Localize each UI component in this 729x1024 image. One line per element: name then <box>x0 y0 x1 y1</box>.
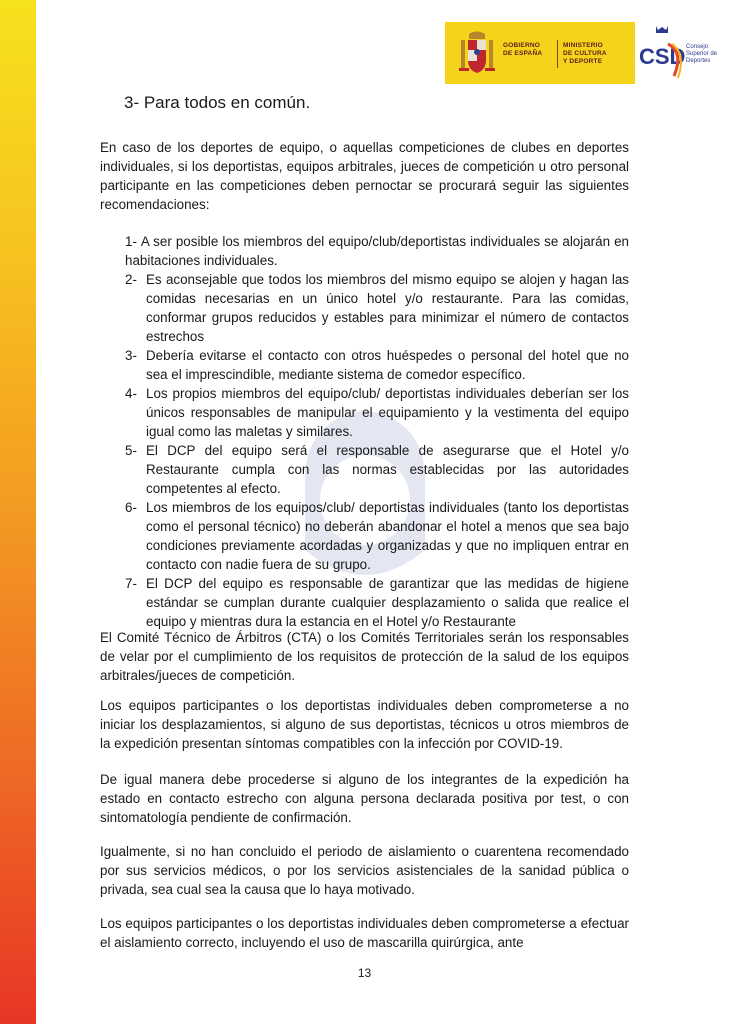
paragraph-contact: De igual manera debe procederse si alguno de los integrantes de la expedición ha estado en contacto estrecho con alguna persona declarada positiva por test, o con sintomatología pendiente de confirmación. <box>100 772 629 825</box>
coat-of-arms-icon <box>459 30 495 76</box>
csd-label: Consejo Superior de Deportes <box>686 44 718 64</box>
list-item: 3- Debería evitarse el contacto con otros huéspedes o personal del hotel que no sea el imprescindible, mediante sistema de comedor específico. <box>125 348 629 382</box>
paragraph-cta: El Comité Técnico de Árbitros (CTA) o los Comités Territoriales serán los responsables de velar por el cumplimiento de los requisitos de protección de la salud de los equipos arbitrales/jueces de competición. <box>100 630 629 683</box>
paragraph-isolation: Igualmente, si no han concluido el periodo de aislamiento o cuarentena recomendado por sus servicios médicos, o por los servicios asistenciales de la sanidad pública o privada, sea cual sea la causa que lo haya motivado. <box>100 844 629 897</box>
paragraph-travel: Los equipos participantes o los deportistas individuales deben comprometerse a no iniciar los desplazamientos, si alguno de sus deportistas, técnicos u otros miembros de la expedición presentan síntomas compatibles con la infección por COVID-19. <box>100 698 629 751</box>
list-item: 6- Los miembros de los equipos/club/ deportistas individuales (tanto los deportistas como el personal técnico) no deberán abandonar el hotel a menos que sea bajo condiciones previamente acordadas y organizadas y que no impliquen entrar en contacto con nadie fuera de su grupo. <box>125 500 629 572</box>
logo-divider <box>557 40 558 68</box>
list-item: 7- El DCP del equipo es responsable de garantizar que las medidas de higiene estándar se cumplan durante cualquier desplazamiento o salida que realice el equipo y mientras dura la estancia en el Hotel y/o Restaurante <box>125 576 629 629</box>
intro-paragraph: En caso de los deportes de equipo, o aquellas competiciones de clubes en deportes individuales, si los deportistas, equipos arbitrales, jueces de competición u otro personal participante en las competiciones deben pernoctar se procurará seguir las siguientes recomendaciones: <box>100 140 629 212</box>
list-item: 2- Es aconsejable que todos los miembros del mismo equipo se alojen y hagan las comidas necesarias en un único hotel y/o restaurante. Para las comidas, conformar grupos reducidos y estables para minimizar el número de contactos estrechos <box>125 272 629 344</box>
section-title: 3- Para todos en común. <box>124 93 311 112</box>
page-number: 13 <box>357 966 372 980</box>
svg-text:CSD: CSD <box>639 44 686 69</box>
government-label: GOBIERNO DE ESPAÑA <box>503 42 543 57</box>
list-item: 1- A ser posible los miembros del equipo/club/deportistas individuales se alojarán en habitaciones individuales. <box>125 234 629 268</box>
paragraph-commitment: Los equipos participantes o los deportistas individuales deben comprometerse a efectuar el aislamiento correcto, incluyendo el uso de mascarilla quirúrgica, ante <box>100 916 629 950</box>
ministry-label: MINISTERIO DE CULTURA Y DEPORTE <box>563 42 607 65</box>
list-item: 5- El DCP del equipo será el responsable de asegurarse que el Hotel y/o Restaurante cumpla con las normas establecidas por las autoridades competentes al efecto. <box>125 443 629 496</box>
recommendations-list <box>100 232 629 631</box>
side-color-bar <box>0 0 36 1024</box>
csd-logo-icon <box>638 24 686 82</box>
government-logo-block <box>445 22 635 84</box>
list-item: 4- Los propios miembros del equipo/club/ deportistas individuales deberían ser los únicos responsables de manipular el equipamiento y la vestimenta del equipo igual como las maletas y similares. <box>125 386 629 439</box>
